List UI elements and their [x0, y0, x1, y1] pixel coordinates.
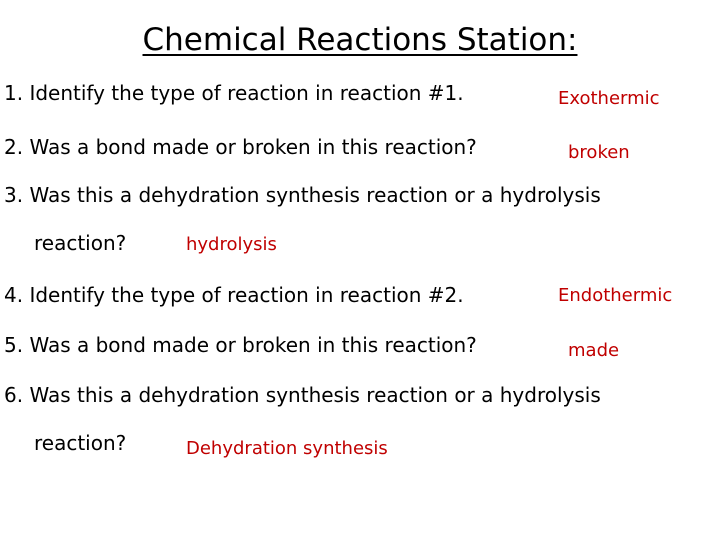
question-text: Identify the type of reaction in reaction #1. [29, 81, 464, 105]
question-6 [4, 380, 601, 410]
question-number: 3. [4, 183, 24, 207]
question-1 [4, 78, 464, 108]
answer-4: Endothermic [558, 285, 673, 306]
question-text: Identify the type of reaction in reaction #2. [29, 283, 464, 307]
question-3 [4, 180, 601, 210]
question-text: Was a bond made or broken in this reaction? [29, 333, 477, 357]
answer-2: broken [568, 142, 630, 163]
question-number: 1. [4, 81, 24, 105]
question-3-continuation: reaction? [34, 231, 127, 255]
answer-5: made [568, 340, 620, 361]
question-2 [4, 132, 477, 162]
question-4 [4, 280, 464, 310]
question-text: Was this a dehydration synthesis reaction or a hydrolysis [29, 383, 601, 407]
question-text: Was this a dehydration synthesis reaction or a hydrolysis [29, 183, 601, 207]
question-number: 5. [4, 333, 24, 357]
question-5 [4, 330, 477, 360]
question-number: 6. [4, 383, 24, 407]
page-title: Chemical Reactions Station: [142, 22, 578, 58]
answer-6: Dehydration synthesis [186, 438, 388, 459]
answer-3: hydrolysis [186, 234, 277, 255]
question-6-continuation: reaction? [34, 431, 127, 455]
question-number: 4. [4, 283, 24, 307]
question-text: Was a bond made or broken in this reaction? [29, 135, 477, 159]
answer-1: Exothermic [558, 88, 660, 109]
question-number: 2. [4, 135, 24, 159]
